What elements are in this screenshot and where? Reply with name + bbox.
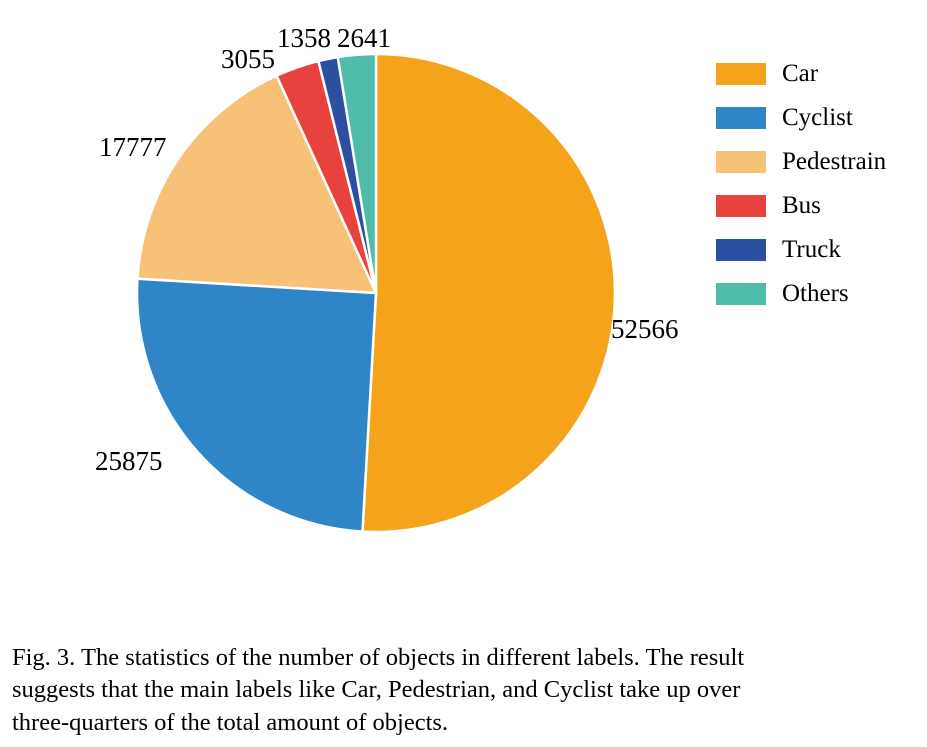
- legend-item-bus: [716, 184, 916, 228]
- legend-item-cyclist: [716, 96, 916, 140]
- pie-value-label-bus: 3055: [221, 44, 275, 74]
- caption-line-2: suggests that the main labels like Car, Pedestrian, and Cyclist take up over: [12, 676, 741, 704]
- legend-label-others: Others: [782, 280, 849, 307]
- pie-slices: [137, 54, 615, 532]
- pie-slice-cyclist: [137, 279, 376, 532]
- legend-swatch-pedestrain: [716, 151, 766, 173]
- pie-slice-car: [362, 54, 614, 532]
- legend-swatch-cyclist: [716, 107, 766, 129]
- caption-line-1: Fig. 3. The statistics of the number of objects in different labels. The result: [12, 644, 745, 671]
- legend-label-cyclist: Cyclist: [782, 104, 853, 131]
- legend-label-car: Car: [782, 60, 819, 87]
- legend-swatch-others: [716, 283, 766, 305]
- legend-item-car: [716, 52, 916, 96]
- pie-chart-svg: [131, 44, 621, 538]
- legend-item-truck: [716, 228, 916, 272]
- pie-value-label-others: 2641: [337, 23, 391, 53]
- legend-swatch-truck: [716, 239, 766, 261]
- figure-caption: [12, 642, 917, 739]
- pie-chart-area: [95, 23, 679, 538]
- pie-value-label-cyclist: 25875: [95, 446, 163, 476]
- legend-item-others: [716, 272, 916, 316]
- caption-line-3: three-quarters of the total amount of objects.: [12, 708, 449, 736]
- pie-value-label-truck: 1358: [277, 23, 331, 53]
- legend-label-truck: Truck: [782, 236, 841, 263]
- legend-label-bus: Bus: [782, 192, 821, 219]
- legend-item-pedestrain: [716, 140, 916, 184]
- legend-swatch-bus: [716, 195, 766, 217]
- pie-value-label-car: 52566: [611, 314, 679, 344]
- legend-label-pedestrain: Pedestrain: [782, 148, 887, 175]
- legend-swatch-car: [716, 63, 766, 85]
- chart-legend: [716, 52, 916, 316]
- pie-value-label-pedestrain: 17777: [99, 132, 167, 162]
